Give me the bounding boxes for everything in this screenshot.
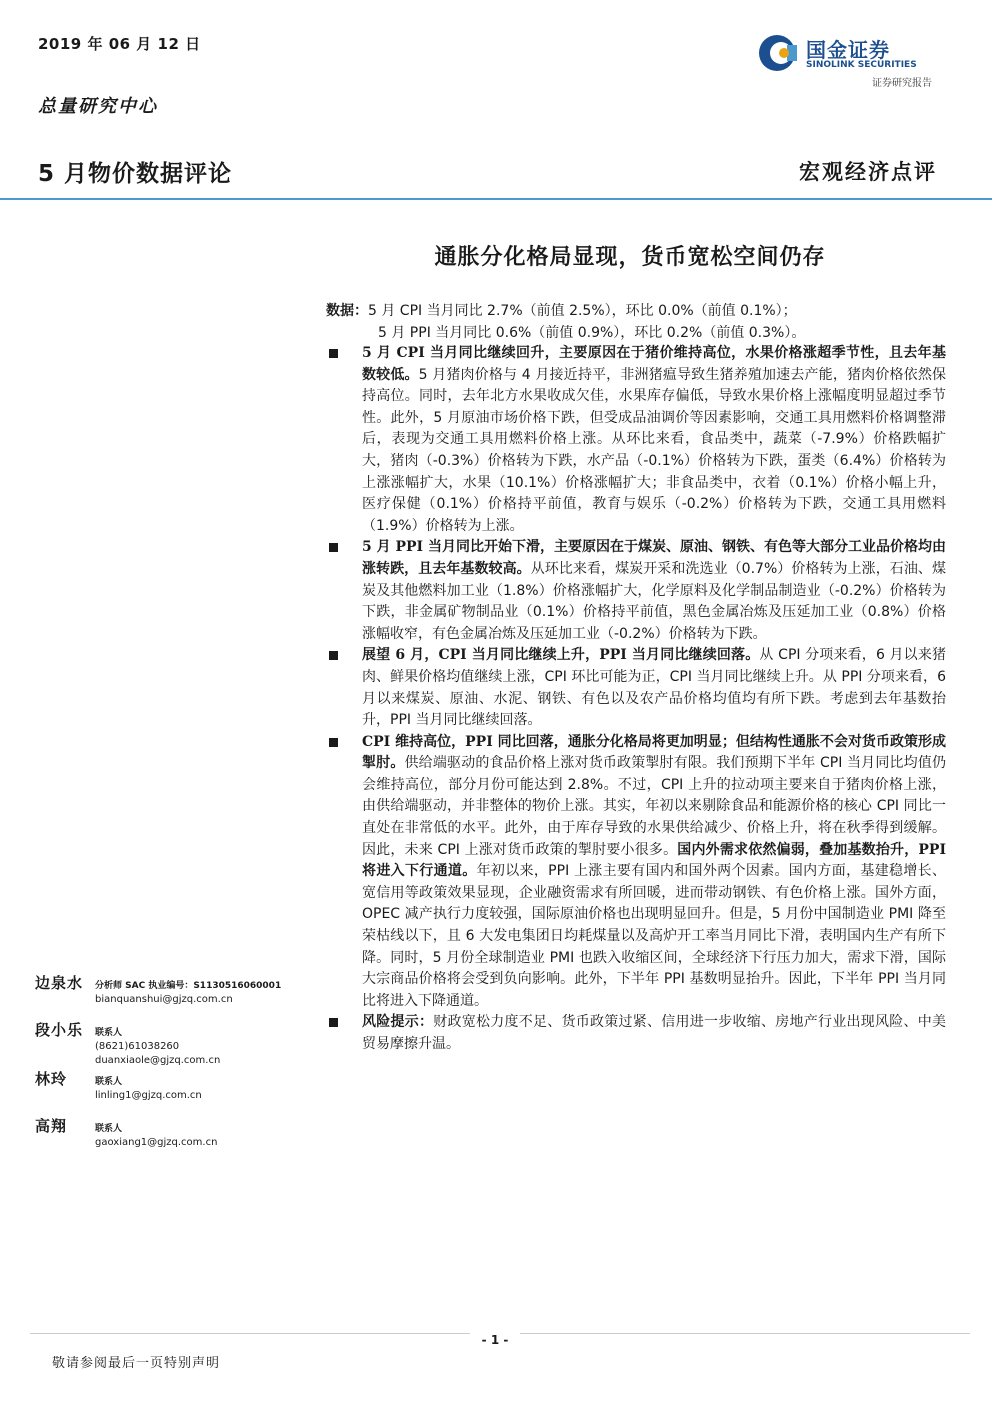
author-role: 联系人 (95, 1124, 123, 1134)
author-block (35, 972, 281, 1007)
bullet-body: 供给端驱动的食品价格上涨对货币政策掣肘有限。我们预期下半年 CPI 当月同比均值仍会维持高位，部分月份可能达到 2.8%。不过，CPI 上升的拉动项主要来自于猪肉价格上涨，由供给端驱动，并非整体的物价上涨。其实，年初以来剔除食品和能源价格的核心 CPI 同比一直处在非常低的水平。此外，由于库存导致的水果供给减少、价格上升，将在秋季得到缓解。因此，未来 CPI 上涨对货币政策的掣肘要小很多。 (362, 755, 947, 858)
author-email[interactable]: gaoxiang1@gjzq.com.cn (95, 1137, 218, 1148)
footer-disclaimer: 敬请参阅最后一页特别声明 (52, 1356, 221, 1371)
headline: 通胀分化格局显现，货币宽松空间仍存 (434, 244, 826, 270)
bullet-square-icon (329, 349, 338, 358)
bullet-subheading: 国内外需求依然偏弱，叠加基数抬升，PPI 将进入下行通道。 (362, 841, 946, 880)
bullet-square-icon (329, 1018, 338, 1027)
report-date: 2019 年 06 月 12 日 (38, 35, 201, 53)
bullet-square-icon (329, 651, 338, 660)
author-name: 林玲 (35, 1070, 68, 1088)
bullet-heading: 5 月 PPI 当月同比开始下滑，主要原因在于煤炭、原油、钢铁、有色等大部分工业品价格均由涨转跌，且去年基数较高。 (362, 539, 946, 577)
bullet-heading: 5 月 CPI 当月同比继续回升，主要原因在于猪价维持高位，水果价格涨超季节性，且去年基数较低。 (362, 345, 946, 383)
bullet-list (326, 343, 946, 1056)
author-block (35, 1115, 217, 1150)
data-summary (326, 300, 946, 344)
bullet-item (326, 343, 946, 537)
bullet-item (326, 1012, 946, 1055)
author-name: 段小乐 (35, 1021, 84, 1039)
author-role: 联系人 (95, 1077, 123, 1087)
bullet-square-icon (329, 738, 338, 747)
department-name: 总量研究中心 (38, 96, 158, 117)
author-phone: (8621)61038260 (95, 1041, 180, 1052)
bullet-item (326, 645, 946, 731)
bullet-heading: CPI 维持高位，PPI 同比回落，通胀分化格局将更加明显；但结构性通胀不会对货币政策形成掣肘。 (362, 733, 946, 772)
report-category: 宏观经济点评 (799, 159, 937, 184)
author-block (35, 1019, 220, 1068)
data-line-2: 5 月 PPI 当月同比 0.6%（前值 0.9%），环比 0.2%（前值 0.3%）。 (378, 325, 806, 341)
bullet-item (326, 537, 946, 645)
author-email[interactable]: bianquanshui@gjzq.com.cn (95, 994, 233, 1005)
header-divider (0, 198, 992, 200)
bullet-body: 从 CPI 分项来看，6 月以来猪肉、鲜果价格均值继续上涨，CPI 环比可能为正，CPI 当月同比继续上升。从 PPI 分项来看，6 月以来煤炭、原油、水泥、钢铁、有色以及农产品价格均值均有所下跌。考虑到去年基数抬升，PPI 当月同比继续回落。 (362, 647, 946, 729)
bullet-heading: 展望 6 月，CPI 当月同比继续上升，PPI 当月同比继续回落。 (362, 647, 760, 664)
author-role: 联系人 (95, 1028, 123, 1038)
bullet-body-2: 年初以来，PPI 上涨主要有国内和国外两个因素。国内方面，基建稳增长、宽信用等政策效果显现，企业融资需求有所回暖，进而带动钢铁、有色价格上涨。国外方面，OPEC 减产执行力度较强，国际原油价格也出现明显回升。但是，5 月份中国制造业 PMI 降至荣枯线以下，且 6 大发电集团日均耗煤量以及高炉开工率当月同比下滑，表明国内生产有所下降。同时，5 月份全球制造业 PMI 也跌入收缩区间，全球经济下行压力加大，需求下滑，国际大宗商品价格将会受到负向影响。此外，下半年 PPI 基数明显抬升。因此，下半年 PPI 当月同比将进入下降通道。 (362, 863, 947, 1009)
author-name: 边泉水 (35, 974, 84, 992)
logo-subtitle: 证券研究报告 (872, 78, 932, 89)
author-email[interactable]: linling1@gjzq.com.cn (95, 1090, 202, 1101)
bullet-body: 5 月猪肉价格与 4 月接近持平，非洲猪瘟导致生猪养殖加速去产能，猪肉价格依然保持高位。同时，去年北方水果收成欠佳，水果库存偏低，导致水果价格上涨幅度明显超过季节性。此外，5 月原油市场价格下跌，但受成品油调价等因素影响，交通工具用燃料价格调整滞后，表现为交通工具用燃料价格上涨。从环比来看，食品类中，蔬菜（-7.9%）价格跌幅扩大，猪肉（-0.3%）价格转为下跌，水产品（-0.1%）价格转为下跌，蛋类（6.4%）价格转为上涨涨幅扩大，水果（10.1%）价格涨幅扩大；非食品类中，衣着（0.1%）价格小幅上升，医疗保健（0.1%）价格持平前值，教育与娱乐（-0.2%）价格转为下跌，交通工具用燃料（1.9%）价格转为上涨。 (362, 366, 946, 534)
logo-text-cn: 国金证券 (806, 38, 890, 62)
page-number: - 1 - (470, 1333, 520, 1347)
report-title: 5 月物价数据评论 (38, 161, 233, 187)
bullet-body: 从环比来看，煤炭开采和洗选业（0.7%）价格转为上涨，石油、煤炭及其他燃料加工业（1.8%）价格涨幅扩大，化学原料及化学制品制造业（-0.2%）价格转为下跌，非金属矿物制品业（0.1%）价格持平前值，黑色金属冶炼及压延加工业（0.8%）价格涨幅收窄，有色金属冶炼及压延加工业（-0.2%）价格转为下跌。 (362, 560, 946, 642)
logo-text-en: SINOLINK SECURITIES (806, 60, 917, 70)
bullet-item (326, 732, 946, 1013)
bullet-square-icon (329, 543, 338, 552)
logo-mark-icon (757, 31, 805, 75)
bullet-body: 财政宽松力度不足、货币政策过紧、信用进一步收缩、房地产行业出现风险、中美贸易摩擦升温。 (362, 1014, 946, 1052)
author-block (35, 1068, 202, 1103)
author-role: 分析师 SAC 执业编号：S1130516060001 (95, 981, 282, 991)
data-line-1: 5 月 CPI 当月同比 2.7%（前值 2.5%），环比 0.0%（前值 0.1%）； (368, 303, 797, 319)
author-email[interactable]: duanxiaole@gjzq.com.cn (95, 1055, 221, 1066)
author-name: 高翔 (35, 1117, 68, 1135)
data-label: 数据： (326, 303, 368, 319)
bullet-heading: 风险提示： (362, 1014, 434, 1031)
